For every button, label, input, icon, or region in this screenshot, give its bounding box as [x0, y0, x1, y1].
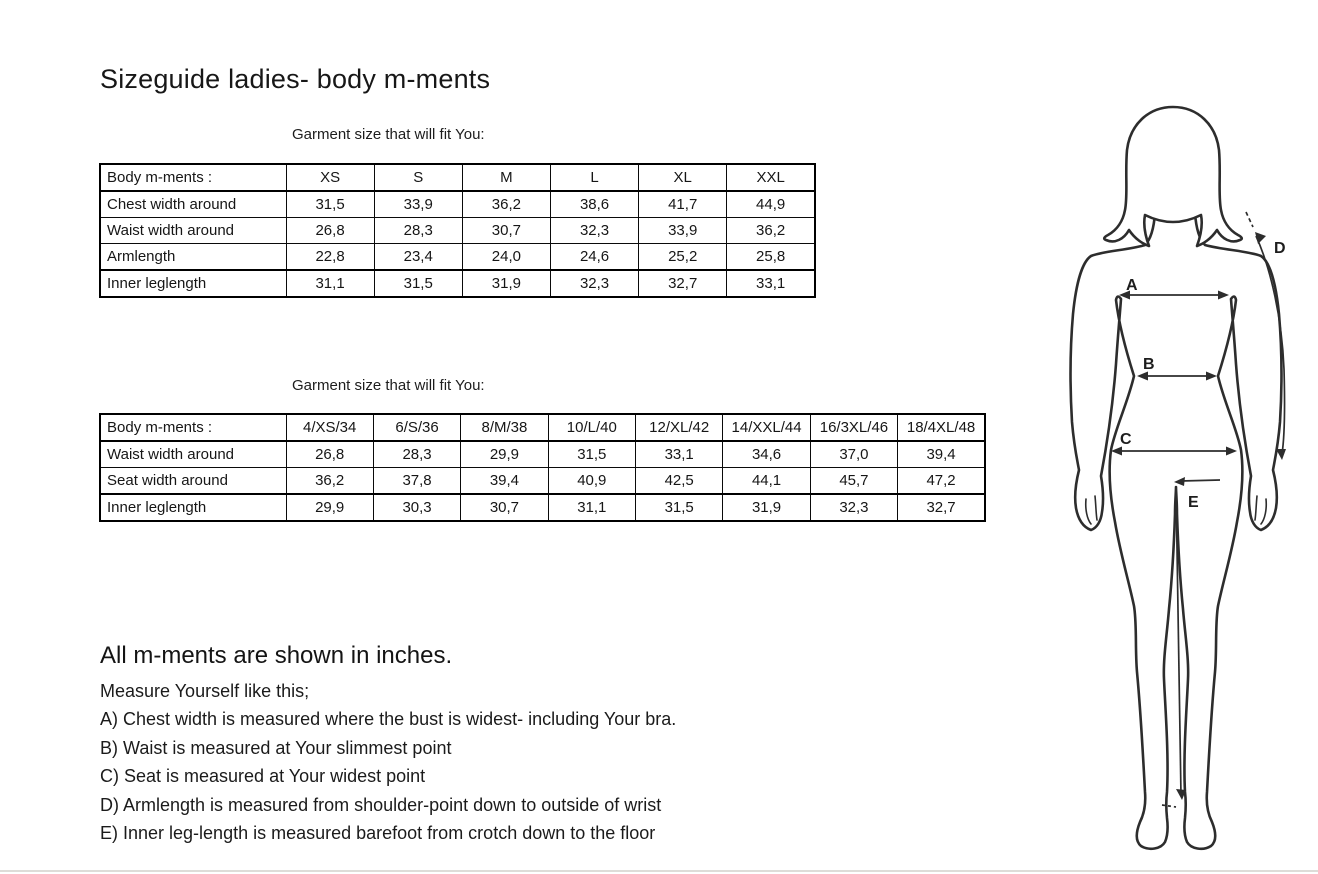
measurement-value: 30,3 — [373, 494, 460, 521]
measurement-value: 33,1 — [727, 270, 815, 297]
measurement-value: 31,5 — [636, 494, 723, 521]
size-column-header: 18/4XL/48 — [898, 414, 985, 441]
measurement-value: 23,4 — [374, 244, 462, 271]
measurement-value: 34,6 — [723, 441, 810, 468]
measurement-value: 32,3 — [550, 218, 638, 244]
measurement-value: 32,7 — [898, 494, 985, 521]
innerleg-label: E — [1188, 494, 1199, 511]
measurement-value: 31,1 — [286, 270, 374, 297]
size-column-header: M — [462, 164, 550, 191]
measurement-row — [100, 191, 815, 218]
measurement-value: 33,9 — [639, 218, 727, 244]
chest-label: A — [1126, 277, 1138, 294]
bottom-divider — [0, 870, 1318, 872]
measurement-value: 44,9 — [727, 191, 815, 218]
measurement-value: 42,5 — [636, 468, 723, 495]
notes-block — [100, 642, 676, 848]
size-column-header: 8/M/38 — [461, 414, 548, 441]
measurement-label: Waist width around — [100, 218, 286, 244]
measurement-value: 25,8 — [727, 244, 815, 271]
measurement-value: 22,8 — [286, 244, 374, 271]
measurement-value: 31,5 — [286, 191, 374, 218]
size-column-header: 6/S/36 — [373, 414, 460, 441]
measurement-value: 31,9 — [462, 270, 550, 297]
measurement-value: 41,7 — [639, 191, 727, 218]
measurement-value: 28,3 — [374, 218, 462, 244]
measurement-row — [100, 244, 815, 271]
measurement-value: 33,1 — [636, 441, 723, 468]
measurement-value: 32,3 — [550, 270, 638, 297]
measurement-value: 37,0 — [810, 441, 897, 468]
measurement-value: 24,0 — [462, 244, 550, 271]
measurement-value: 31,5 — [374, 270, 462, 297]
measurement-label: Waist width around — [100, 441, 286, 468]
measure-instruction: D) Armlength is measured from shoulder-point down to outside of wrist — [100, 794, 662, 815]
numeric-sizes-table — [99, 413, 986, 522]
measurement-value: 32,3 — [810, 494, 897, 521]
armlength-arrowhead-top — [1255, 232, 1266, 244]
measurement-value: 39,4 — [898, 441, 985, 468]
measurement-value: 29,9 — [286, 494, 373, 521]
measurement-value: 26,8 — [286, 441, 373, 468]
measurement-label: Seat width around — [100, 468, 286, 495]
size-column-header: 4/XS/34 — [286, 414, 373, 441]
measurement-label: Chest width around — [100, 191, 286, 218]
measure-subheading: Measure Yourself like this; — [100, 681, 310, 701]
measure-instruction: A) Chest width is measured where the bust is widest- including Your bra. — [100, 709, 677, 729]
page-title: Sizeguide ladies- body m-ments — [100, 64, 491, 94]
armlength-label: D — [1274, 240, 1286, 257]
measurement-value: 32,7 — [639, 270, 727, 297]
armlength-arrowhead-bottom — [1276, 449, 1286, 460]
size-column-header: S — [374, 164, 462, 191]
size-column-header: 12/XL/42 — [636, 414, 723, 441]
size-column-header: XXL — [727, 164, 815, 191]
innerleg-pointer — [1181, 480, 1220, 481]
measurement-value: 28,3 — [373, 441, 460, 468]
measure-instruction: C) Seat is measured at Your widest point — [100, 766, 426, 787]
waist-label: B — [1143, 356, 1155, 373]
measurement-value: 36,2 — [727, 218, 815, 244]
body-measurement-figure — [1055, 103, 1315, 865]
measurement-value: 37,8 — [373, 468, 460, 495]
measurement-value: 30,7 — [461, 494, 548, 521]
measurement-value: 26,8 — [286, 218, 374, 244]
row-label-header: Body m-ments : — [100, 414, 286, 441]
table1-caption: Garment size that will fit You: — [292, 126, 485, 143]
measurement-value: 38,6 — [550, 191, 638, 218]
measurement-row — [100, 494, 985, 521]
measurement-row — [100, 218, 815, 244]
measurement-value: 39,4 — [461, 468, 548, 495]
measurement-value: 31,1 — [548, 494, 635, 521]
armlength-dash — [1246, 212, 1253, 227]
measurement-label: Inner leglength — [100, 494, 286, 521]
measurement-value: 36,2 — [462, 191, 550, 218]
measurement-value: 31,5 — [548, 441, 635, 468]
measurement-value: 45,7 — [810, 468, 897, 495]
measure-instruction: B) Waist is measured at Your slimmest point — [100, 737, 452, 758]
measurement-value: 30,7 — [462, 218, 550, 244]
measure-instruction: E) Inner leg-length is measured barefoot from crotch down to the floor — [100, 823, 656, 844]
size-column-header: 16/3XL/46 — [810, 414, 897, 441]
units-heading: All m-ments are shown in inches. — [100, 642, 453, 669]
size-column-header: L — [550, 164, 638, 191]
table2-caption: Garment size that will fit You: — [292, 377, 485, 394]
measurement-row — [100, 270, 815, 297]
table-header-row — [100, 164, 815, 191]
measurement-label: Armlength — [100, 244, 286, 271]
measurement-value: 25,2 — [639, 244, 727, 271]
measurement-value: 47,2 — [898, 468, 985, 495]
measurement-value: 44,1 — [723, 468, 810, 495]
size-column-header: 10/L/40 — [548, 414, 635, 441]
measure-instructions-list — [100, 705, 676, 848]
measurement-value: 31,9 — [723, 494, 810, 521]
measurement-value: 36,2 — [286, 468, 373, 495]
size-column-header: 14/XXL/44 — [723, 414, 810, 441]
measurement-value: 29,9 — [461, 441, 548, 468]
size-column-header: XS — [286, 164, 374, 191]
measurement-label: Inner leglength — [100, 270, 286, 297]
measurement-value: 40,9 — [548, 468, 635, 495]
size-column-header: XL — [639, 164, 727, 191]
letter-sizes-table — [99, 163, 816, 298]
measurement-value: 24,6 — [550, 244, 638, 271]
measurement-value: 33,9 — [374, 191, 462, 218]
row-label-header: Body m-ments : — [100, 164, 286, 191]
table-header-row — [100, 414, 985, 441]
measurement-row — [100, 441, 985, 468]
measurement-row — [100, 468, 985, 495]
seat-label: C — [1120, 431, 1132, 448]
